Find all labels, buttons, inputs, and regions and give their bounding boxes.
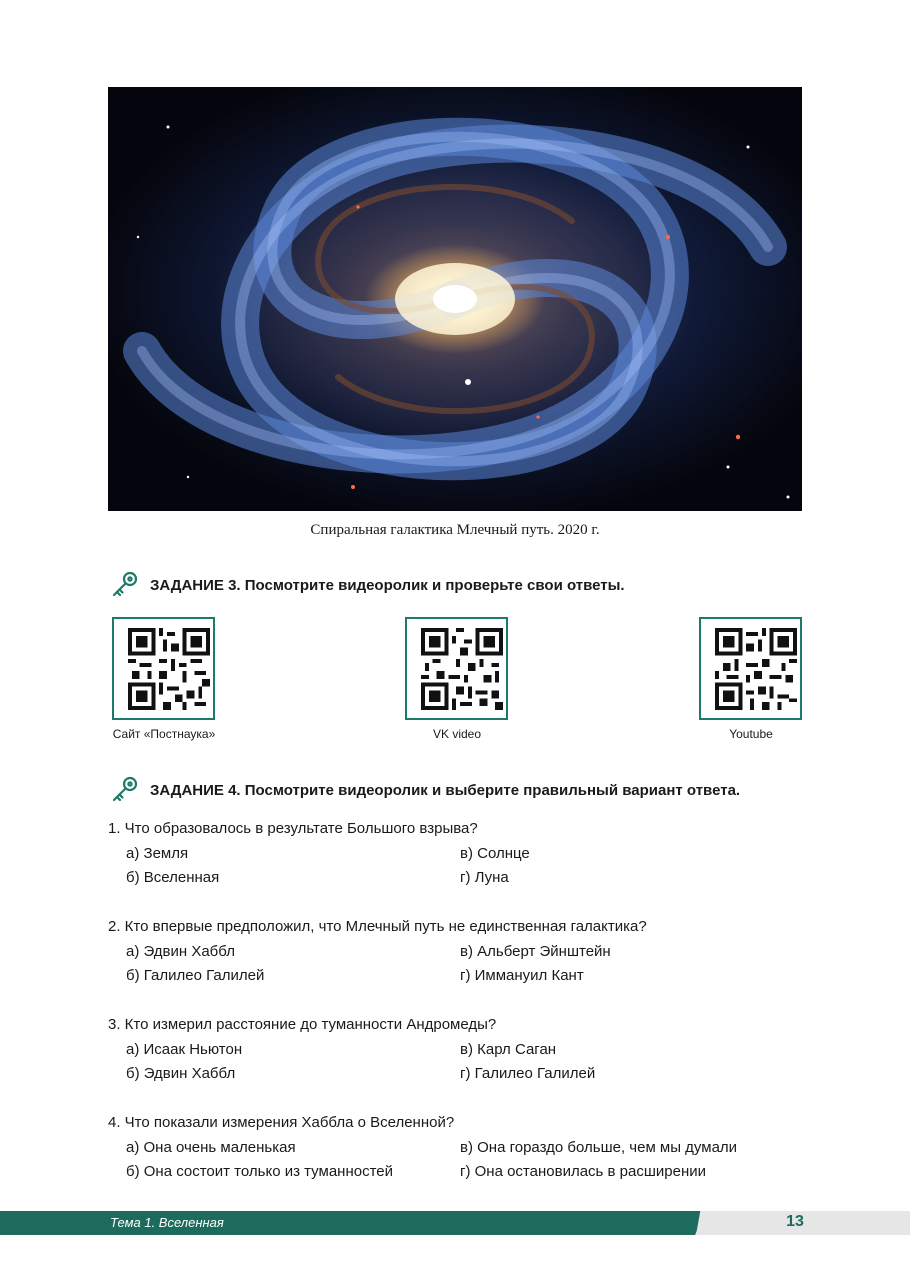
question-2-option-a[interactable]: а) Эдвин Хаббл [126, 943, 235, 960]
key-icon [110, 570, 140, 600]
question-1-option-v[interactable]: в) Солнце [460, 845, 530, 862]
footer-bar [0, 1211, 705, 1235]
footer-topic: Тема 1. Вселенная [110, 1215, 224, 1230]
question-3-option-g[interactable]: г) Галилео Галилей [460, 1065, 596, 1082]
qr-label-youtube: Youtube [729, 727, 773, 741]
question-2-option-g[interactable]: г) Иммануил Кант [460, 967, 584, 984]
question-4-option-a[interactable]: а) Она очень маленькая [126, 1139, 296, 1156]
qr-code-icon [128, 628, 210, 710]
qr-label-postnauka: Сайт «Постнаука» [112, 727, 216, 741]
question-3-option-a[interactable]: а) Исаак Ньютон [126, 1041, 243, 1058]
task4-title: ЗАДАНИЕ 4. Посмотрите видеоролик и выберите правильный вариант ответа. [150, 781, 741, 799]
question-1: 1. Что образовалось в результате Большого взрыва? [108, 820, 478, 837]
question-3-option-b[interactable]: б) Эдвин Хаббл [126, 1065, 236, 1082]
question-1-option-a[interactable]: а) Земля [126, 845, 189, 862]
question-1-option-b[interactable]: б) Вселенная [126, 869, 220, 886]
question-4-option-g[interactable]: г) Она остановилась в расширении [460, 1163, 706, 1180]
task4-heading [110, 775, 740, 805]
question-1-option-g[interactable]: г) Луна [460, 869, 509, 886]
qr-code-vk-video[interactable] [405, 617, 508, 720]
question-2: 2. Кто впервые предположил, что Млечный путь не единственная галактика? [108, 918, 647, 935]
question-3-option-v[interactable]: в) Карл Саган [460, 1041, 557, 1058]
galaxy-photo [108, 87, 802, 511]
question-2-option-v[interactable]: в) Альберт Эйнштейн [460, 943, 611, 960]
galaxy-arms [108, 87, 802, 511]
qr-code-icon [715, 628, 797, 710]
qr-label-vk-video: VK video [432, 727, 482, 741]
qr-code-icon [421, 628, 503, 710]
figure-caption: Спиральная галактика Млечный путь. 2020 г. [310, 522, 600, 538]
question-4-option-b[interactable]: б) Она состоит только из туманностей [126, 1163, 393, 1180]
question-4: 4. Что показали измерения Хаббла о Вселенной? [108, 1114, 455, 1131]
page-number: 13 [786, 1213, 804, 1230]
question-2-option-b[interactable]: б) Галилео Галилей [126, 967, 265, 984]
qr-code-youtube[interactable] [699, 617, 802, 720]
question-3: 3. Кто измерил расстояние до туманности Андромеды? [108, 1016, 497, 1033]
key-icon [110, 775, 140, 805]
task3-title: ЗАДАНИЕ 3. Посмотрите видеоролик и проверьте свои ответы. [150, 576, 625, 594]
qr-code-postnauka[interactable] [112, 617, 215, 720]
question-4-option-v[interactable]: в) Она гораздо больше, чем мы думали [460, 1139, 738, 1156]
task3-heading [110, 570, 625, 600]
